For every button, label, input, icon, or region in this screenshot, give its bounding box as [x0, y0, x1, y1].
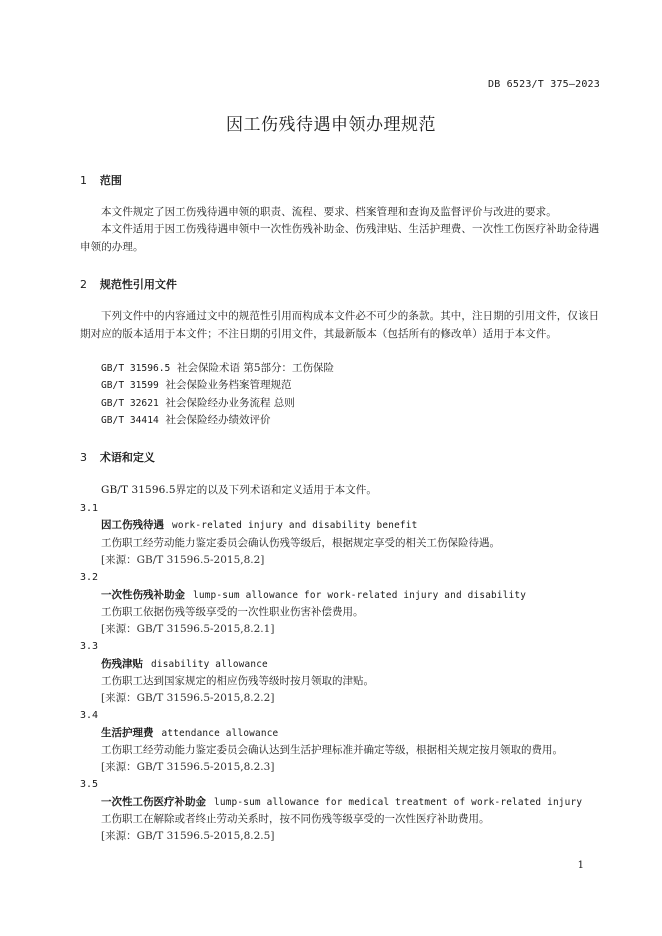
section-title: 规范性引用文件: [99, 278, 177, 291]
term-number: 3.5: [80, 779, 99, 790]
term-heading: [101, 794, 582, 809]
reference-item: [101, 395, 295, 412]
term-definition: 工伤职工在解除或者终止劳动关系时，按不同伤残等级享受的一次性医疗补助费用。: [101, 813, 490, 825]
reference-item: [101, 412, 270, 429]
term-definition: 工伤职工经劳动能力鉴定委员会确认达到生活护理标准并确定等级，根据相关规定按月领取的费用。: [101, 744, 563, 756]
term-english: lump-sum allowance for work-related injury and disability: [193, 590, 527, 601]
term-name: 伤残津贴: [101, 658, 143, 670]
term-heading: [101, 517, 417, 532]
term-source: [来源：GB/T 31596.5-2015,8.2]: [101, 554, 265, 566]
section-number: 2: [80, 278, 87, 291]
term-heading: [101, 725, 278, 740]
reference-title: 社会保险经办绩效评价: [165, 414, 271, 426]
section-title: 范围: [99, 174, 122, 187]
section-number: 3: [80, 451, 87, 464]
reference-title: 社会保险经办业务流程 总则: [165, 397, 295, 409]
section-1-heading: [80, 172, 122, 188]
term-source: [来源：GB/T 31596.5-2015,8.2.2]: [101, 692, 275, 704]
term-english: attendance allowance: [161, 728, 279, 739]
term-name: 一次性伤残补助金: [101, 589, 185, 601]
section-3-intro: GB/T 31596.5界定的以及下列术语和定义适用于本文件。: [101, 484, 378, 496]
term-number: 3.4: [80, 710, 99, 721]
reference-title: 社会保险业务档案管理规范: [165, 379, 292, 391]
term-number: 3.2: [80, 572, 99, 583]
term-heading: [101, 656, 268, 671]
reference-code: GB/T 34414: [101, 415, 159, 426]
reference-item: [101, 360, 334, 377]
section-3-heading: [80, 449, 155, 465]
section-1-paragraph-2: 本文件适用于因工伤残待遇申领中一次性伤残补助金、伤残津贴、生活护理费、一次性工伤医疗补助金待遇申领的办理。: [80, 223, 600, 253]
term-english: work-related injury and disability benefit: [172, 520, 418, 531]
term-definition: 工伤职工达到国家规定的相应伤残等级时按月领取的津贴。: [101, 675, 374, 687]
reference-code: GB/T 31599: [101, 380, 159, 391]
section-number: 1: [80, 174, 87, 187]
reference-code: GB/T 32621: [101, 398, 159, 409]
reference-title: 社会保险术语 第5部分：工伤保险: [177, 362, 335, 374]
term-english: disability allowance: [151, 659, 268, 670]
term-source: [来源：GB/T 31596.5-2015,8.2.5]: [101, 830, 275, 842]
term-number: 3.1: [80, 503, 99, 514]
document-title: 因工伤残待遇申领办理规范: [226, 115, 436, 135]
term-number: 3.3: [80, 641, 99, 652]
term-definition: 工伤职工依据伤残等级享受的一次性职业伤害补偿费用。: [101, 606, 364, 618]
term-heading: [101, 587, 526, 602]
term-definition: 工伤职工经劳动能力鉴定委员会确认伤残等级后，根据规定享受的相关工伤保险待遇。: [101, 537, 500, 549]
term-name: 生活护理费: [101, 727, 154, 739]
term-english: lump-sum allowance for medical treatment of work-related injury: [214, 797, 583, 808]
term-source: [来源：GB/T 31596.5-2015,8.2.1]: [101, 623, 275, 635]
section-title: 术语和定义: [99, 451, 155, 464]
page-number: 1: [577, 860, 584, 871]
standard-code: DB 6523/T 375—2023: [488, 79, 600, 90]
section-1-paragraph-1: 本文件规定了因工伤残待遇申领的职责、流程、要求、档案管理和查询及监督评价与改进的要求。: [101, 206, 557, 218]
term-name: 因工伤残待遇: [101, 519, 164, 531]
term-source: [来源：GB/T 31596.5-2015,8.2.3]: [101, 761, 275, 773]
section-2-heading: [80, 276, 177, 292]
reference-code: GB/T 31596.5: [101, 363, 171, 374]
term-name: 一次性工伤医疗补助金: [101, 796, 206, 808]
section-2-paragraph: 下列文件中的内容通过文中的规范性引用而构成本文件必不可少的条款。其中，注日期的引用文件，仅该日期对应的版本适用于本文件；不注日期的引用文件，其最新版本（包括所有的修改单）适用于本文件。: [80, 310, 600, 340]
reference-item: [101, 377, 291, 394]
